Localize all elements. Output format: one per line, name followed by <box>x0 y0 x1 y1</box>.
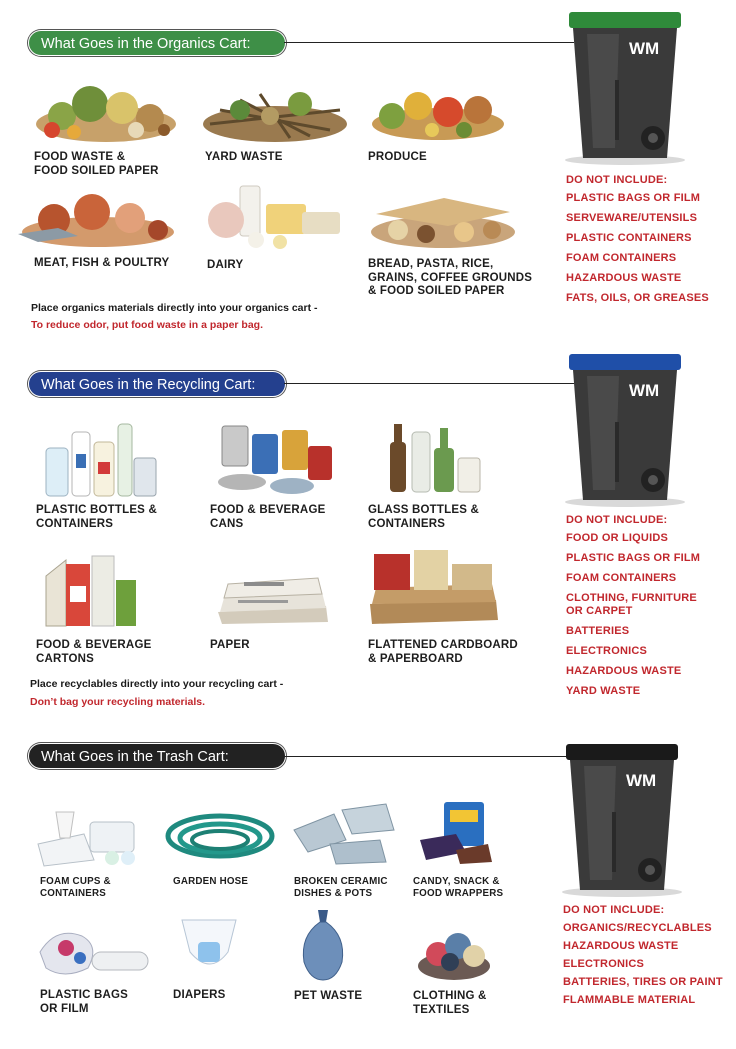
recycling-dni-item: ELECTRONICS <box>566 645 648 657</box>
organics-heading: What Goes in the Organics Cart: <box>28 30 286 56</box>
trash-item-label: FOAM CUPS & CONTAINERS <box>40 876 111 899</box>
organics-item-label: PRODUCE <box>368 151 427 163</box>
organics-dni-item: HAZARDOUS WASTE <box>566 272 682 284</box>
glass-bottles-icon <box>382 412 488 498</box>
trash-cart-icon <box>552 740 692 900</box>
recycling-dni-item: BATTERIES <box>566 625 630 637</box>
trash-cart-logo: WM <box>626 771 657 790</box>
recycling-dni-item: YARD WASTE <box>566 685 641 697</box>
trash-dni-item: ELECTRONICS <box>563 958 645 970</box>
organics-rule <box>284 42 574 43</box>
clothing-pile-icon <box>414 926 492 982</box>
pet-waste-bag-icon <box>296 906 350 982</box>
trash-rule <box>284 756 574 757</box>
trash-do-not-include <box>563 904 723 1007</box>
recycling-dni-item: CLOTHING, FURNITURE OR CARPET <box>566 592 697 617</box>
trash-item-label: PLASTIC BAGS OR FILM <box>40 989 129 1015</box>
cardboard-stack-icon <box>366 546 502 628</box>
recycling-note-warning: Don’t bag your recycling materials. <box>30 696 206 708</box>
trash-item-label: GARDEN HOSE <box>173 876 249 887</box>
organics-item-label: BREAD, PASTA, RICE, GRAINS, COFFEE GROUNDS & FOOD SOILED PAPER <box>368 258 533 297</box>
organics-note: Place organics materials directly into your organics cart - <box>31 302 318 314</box>
recycling-item-label: PLASTIC BOTTLES & CONTAINERS <box>36 504 157 530</box>
recycling-item-label: FLATTENED CARDBOARD & PAPERBOARD <box>368 639 518 665</box>
produce-pile-icon <box>368 80 508 142</box>
recycling-dni-item: FOOD OR LIQUIDS <box>566 532 668 544</box>
trash-dni-item: HAZARDOUS WASTE <box>563 940 679 952</box>
organics-dni-item: PLASTIC BAGS OR FILM <box>566 192 701 204</box>
bread-grains-pile-icon <box>368 186 518 250</box>
trash-lid <box>566 744 678 760</box>
foam-cups-icon <box>34 804 150 868</box>
trash-item-label: DIAPERS <box>173 989 226 1001</box>
yard-waste-pile-icon <box>200 80 350 144</box>
meat-fish-pile-icon <box>18 186 180 250</box>
trash-dni-item: ORGANICS/RECYCLABLES <box>563 922 712 934</box>
recycling-heading: What Goes in the Recycling Cart: <box>28 371 286 397</box>
organics-item-label: FOOD WASTE & FOOD SOILED PAPER <box>34 151 159 177</box>
recycling-item-label: PAPER <box>210 639 250 651</box>
cartons-icon <box>40 546 140 630</box>
food-waste-pile-icon <box>32 78 180 144</box>
paper-stack-icon <box>214 566 332 626</box>
recycling-dni-item: HAZARDOUS WASTE <box>566 665 682 677</box>
trash-item-label: CLOTHING & TEXTILES <box>413 990 487 1016</box>
trash-heading: What Goes in the Trash Cart: <box>28 743 286 769</box>
wrappers-icon <box>416 800 496 866</box>
trash-item-label: PET WASTE <box>294 990 363 1002</box>
recycling-note: Place recyclables directly into your recycling cart - <box>30 678 284 690</box>
organics-lid <box>569 12 681 28</box>
recycling-dni-item: FOAM CONTAINERS <box>566 572 677 584</box>
plastic-bottles-icon <box>40 418 160 500</box>
cans-icon <box>212 420 338 496</box>
recycling-do-not-include <box>566 514 700 698</box>
recycling-item-label: FOOD & BEVERAGE CANS <box>210 504 326 530</box>
organics-note-warning: To reduce odor, put food waste in a paper bag. <box>31 319 263 331</box>
dairy-group-icon <box>196 184 346 250</box>
organics-cart-logo: WM <box>629 39 660 58</box>
recycling-item-label: FOOD & BEVERAGE CARTONS <box>36 639 152 665</box>
recycling-dni-item: PLASTIC BAGS OR FILM <box>566 552 701 564</box>
garden-hose-icon <box>162 808 278 866</box>
recycling-cart-logo: WM <box>629 381 660 400</box>
recycling-rule <box>284 383 574 384</box>
trash-dni-item: BATTERIES, TIRES OR PAINT <box>563 976 723 988</box>
recycling-lid <box>569 354 681 370</box>
trash-dni-heading: DO NOT INCLUDE: <box>563 904 665 916</box>
organics-item-label: MEAT, FISH & POULTRY <box>34 257 170 269</box>
organics-dni-item: PLASTIC CONTAINERS <box>566 232 692 244</box>
diaper-icon <box>176 912 242 982</box>
organics-item-label: DAIRY <box>207 259 244 271</box>
organics-dni-item: FOAM CONTAINERS <box>566 252 677 264</box>
organics-item-label: YARD WASTE <box>205 151 283 163</box>
recycling-item-label: GLASS BOTTLES & CONTAINERS <box>368 504 479 530</box>
plastic-bags-icon <box>36 922 152 980</box>
organics-cart-icon <box>555 8 695 168</box>
broken-ceramic-icon <box>290 800 400 866</box>
recycling-cart-icon <box>555 350 695 510</box>
organics-do-not-include <box>566 174 709 305</box>
organics-dni-heading: DO NOT INCLUDE: <box>566 174 668 186</box>
trash-item-label: CANDY, SNACK & FOOD WRAPPERS <box>413 876 504 899</box>
organics-dni-item: FATS, OILS, OR GREASES <box>566 292 709 304</box>
recycling-dni-heading: DO NOT INCLUDE: <box>566 514 668 526</box>
trash-dni-item: FLAMMABLE MATERIAL <box>563 994 696 1006</box>
trash-item-label: BROKEN CERAMIC DISHES & POTS <box>294 876 388 899</box>
organics-dni-item: SERVEWARE/UTENSILS <box>566 212 698 224</box>
